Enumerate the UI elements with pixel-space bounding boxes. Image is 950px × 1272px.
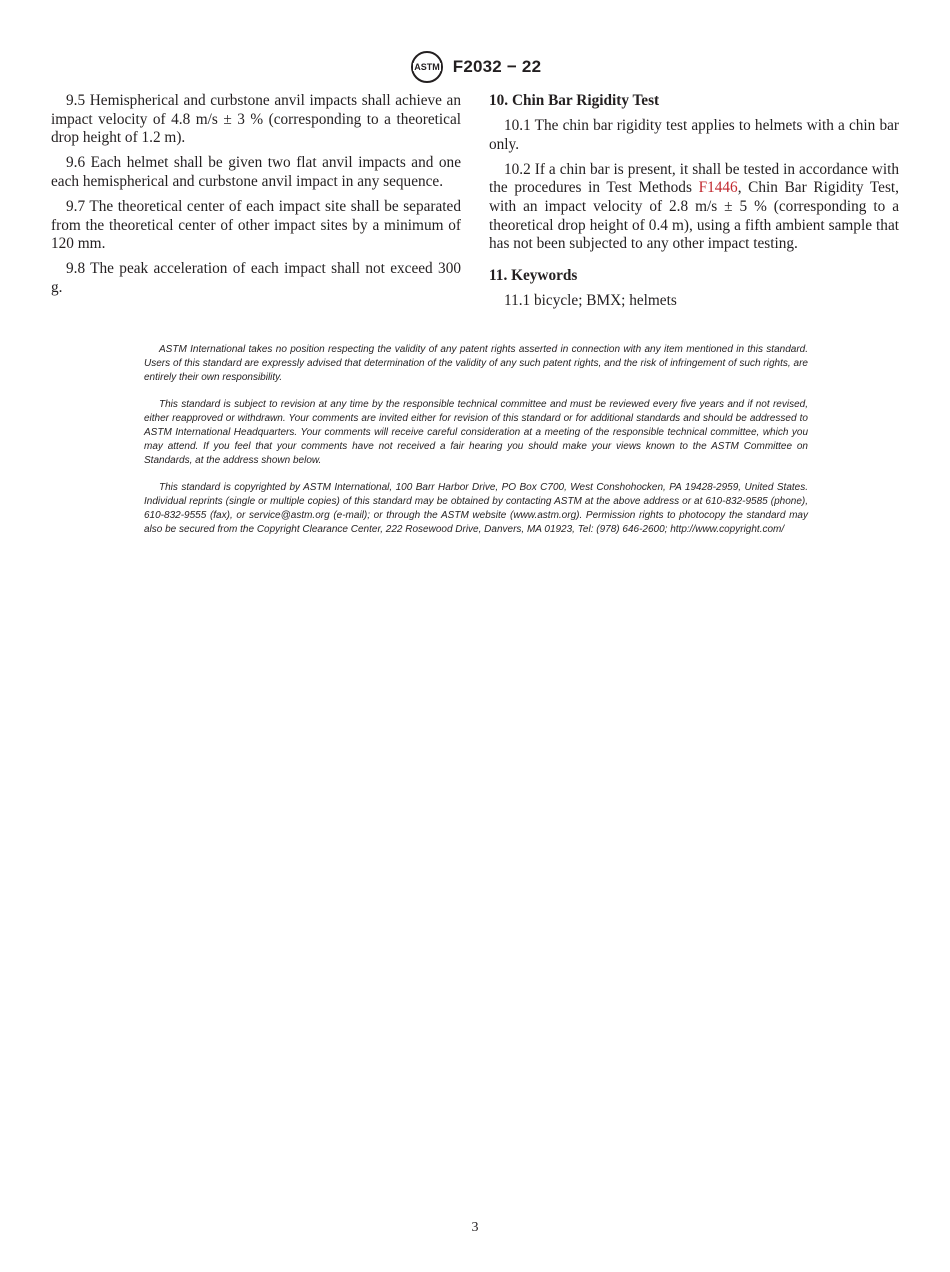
paragraph-9-6: 9.6 Each helmet shall be given two flat anvil impacts and one each hemispherical and curbstone anvil impact in any sequence. <box>51 154 461 190</box>
astm-logo-icon <box>409 50 445 84</box>
standard-notes <box>144 343 808 550</box>
standard-designation: F2032 − 22 <box>452 57 542 76</box>
f1446-link[interactable]: F1446 <box>698 179 738 197</box>
page-header <box>0 50 950 84</box>
right-column <box>489 92 899 317</box>
page-number: 3 <box>471 1220 479 1235</box>
paragraph-10-2-text-end: , Chin Bar Rigidity Test, with an impact velocity of 2.8 m/s ± 5 % (corresponding to a theoretical drop height of 0.4 m), using a fifth ambient sample that has not been subjected to any other impact testing. <box>489 179 899 253</box>
patent-notice: ASTM International takes no position respecting the validity of any patent rights asserted in connection with any item mentioned in this standard. Users of this standard are expressly advised that determination of the validity of any such patent rights, and the risk of infringement of such rights, are entirely their own responsibility. <box>144 344 808 383</box>
section-10-heading: 10. Chin Bar Rigidity Test <box>489 92 660 109</box>
paragraph-9-5: 9.5 Hemispherical and curbstone anvil impacts shall achieve an impact velocity of 4.8 m/s ± 3 % (corresponding to a theoretical drop height of 1.2 m). <box>51 92 461 147</box>
paragraph-10-1: 10.1 The chin bar rigidity test applies to helmets with a chin bar only. <box>489 117 899 153</box>
paragraph-10-2 <box>489 161 899 254</box>
paragraph-9-7: 9.7 The theoretical center of each impact site shall be separated from the theoretical center of other impact sites by a minimum of 120 mm. <box>51 197 461 253</box>
paragraph-9-8: 9.8 The peak acceleration of each impact shall not exceed 300 g. <box>51 260 461 296</box>
copyright-notice: This standard is copyrighted by ASTM International, 100 Barr Harbor Drive, PO Box C700, West Conshohocken, PA 19428-2959, United States. Individual reprints (single or multiple copies) of this standard may be obtained by contacting ASTM at the above address or at 610-832-9585 (phone), 610-832-9555 (fax), or service@astm.org (e-mail); or through the ASTM website (www.astm.org). Permission rights to photocopy the standard may also be secured from the Copyright Clearance Center, 222 Rosewood Drive, Danvers, MA 01923, Tel: (978) 646-2600; http://www.copyright.com/ <box>144 482 808 535</box>
revision-notice: This standard is subject to revision at any time by the responsible technical committee and must be reviewed every five years and if not revised, either reapproved or withdrawn. Your comments are invited either for revision of this standard or for additional standards and should be addressed to ASTM International Headquarters. Your comments will receive careful consideration at a meeting of the responsible technical committee, which you may attend. If you feel that your comments have not received a fair hearing you should make your views known to the ASTM Committee on Standards, at the address shown below. <box>144 399 808 466</box>
paragraph-11-1: 11.1 bicycle; BMX; helmets <box>504 291 677 309</box>
left-column <box>51 92 461 304</box>
astm-logo-text: ASTM <box>414 62 440 72</box>
section-11-heading: 11. Keywords <box>489 266 578 284</box>
paragraph-10-2-text-start: 10.2 If a chin bar is present, it shall be tested in accordance with the procedures in Test Methods <box>489 160 899 197</box>
